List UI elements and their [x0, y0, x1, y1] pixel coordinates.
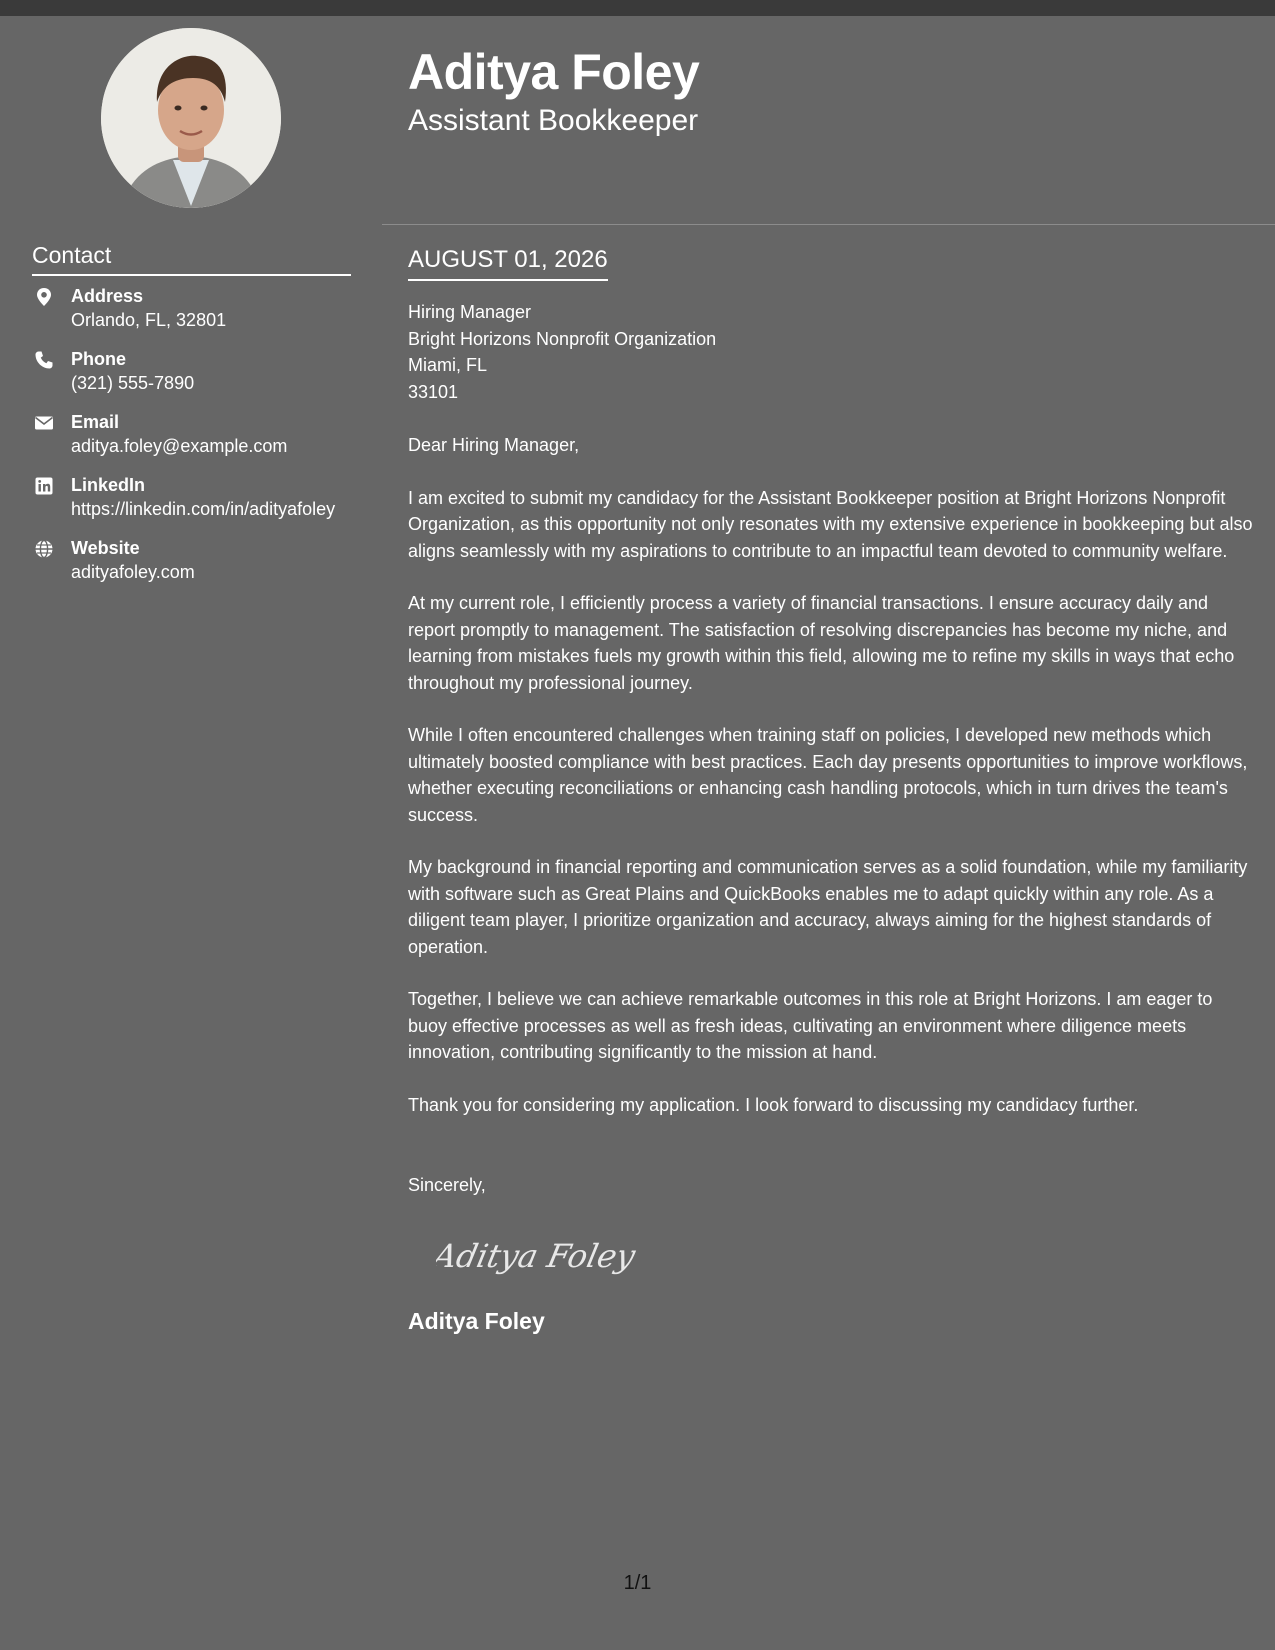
body-paragraph: Thank you for considering my application. I look forward to discussing my candidacy further.: [408, 1094, 1139, 1115]
page-number: 1/1: [623, 1572, 652, 1594]
contact-item-linkedin: [32, 473, 351, 521]
body-paragraph: Together, I believe we can achieve remarkable outcomes in this role at Bright Horizons. I am eager to buoy effective processes as well as fresh ideas, cultivating an environment where diligence meets innovation, contributing significantly to the mission at hand.: [408, 989, 1213, 1062]
body-paragraph: At my current role, I efficiently process a variety of financial transactions. I ensure accuracy daily and report promptly to management. The satisfaction of resolving discrepancies has become my niche, and learning from mistakes fuels my growth within this field, allowing me to refine my skills in ways that echo throughout my professional journey.: [408, 593, 1235, 693]
applicant-name: Aditya Foley: [408, 44, 700, 100]
contact-item-email: [32, 410, 351, 458]
globe-icon: [34, 539, 54, 559]
closing: Sincerely,: [408, 1175, 486, 1195]
avatar: [101, 28, 281, 208]
salutation: Dear Hiring Manager,: [408, 435, 580, 455]
contact-value: aditya.foley@example.com: [71, 436, 288, 456]
map-pin-icon: [34, 287, 54, 307]
body-paragraph: I am excited to submit my candidacy for the Assistant Bookkeeper position at Bright Horizons Nonprofit Organization, as this opportunity not only resonates with my extensive experience in bookkeeping but also aligns seamlessly with my aspirations to contribute to an impactful team devoted to community welfare.: [408, 487, 1253, 561]
contact-label: Website: [71, 538, 140, 558]
recipient-line: Bright Horizons Nonprofit Organization: [408, 328, 717, 349]
linkedin-icon: [34, 476, 54, 496]
contact-value: adityafoley.com: [71, 562, 195, 582]
contact-label: Address: [71, 286, 144, 306]
sidebar: [0, 16, 382, 1650]
phone-icon: [34, 350, 54, 370]
contact-item-phone: [32, 347, 351, 395]
letter-body: [408, 244, 1253, 1336]
signature-text: Aditya Foley: [436, 1236, 639, 1275]
profile-photo: [101, 28, 281, 208]
contact-label: LinkedIn: [71, 475, 146, 495]
body-paragraph: My background in financial reporting and communication serves as a solid foundation, while my familiarity with software such as Great Plains and QuickBooks enables me to adapt quickly within any role. As a diligent team player, I prioritize organization and accuracy, always aiming for the highest standards of operation.: [408, 857, 1248, 957]
recipient-block: [408, 299, 1253, 405]
envelope-icon: [34, 413, 54, 433]
job-title: Assistant Bookkeeper: [408, 104, 699, 137]
recipient-line: 33101: [408, 381, 459, 402]
contact-value: Orlando, FL, 32801: [71, 310, 227, 330]
handwritten-signature: [436, 1227, 676, 1283]
recipient-line: Miami, FL: [408, 355, 488, 375]
contact-item-website: [32, 536, 351, 584]
body-paragraph: While I often encountered challenges when training staff on policies, I developed new methods which ultimately boosted compliance with best practices. Each day presents opportunities to improve workflows, whether executing reconciliations or enhancing cash handling protocols, which in turn drives the team's success.: [408, 725, 1248, 825]
contact-label: Email: [71, 412, 120, 432]
contact-list: [32, 284, 351, 599]
header-divider: [382, 224, 1275, 225]
contact-label: Phone: [71, 349, 127, 369]
top-bar: [0, 0, 1275, 16]
contact-value: (321) 555-7890: [71, 373, 195, 393]
signed-name: Aditya Foley: [408, 1307, 545, 1334]
recipient-line: Hiring Manager: [408, 302, 532, 322]
contact-item-address: [32, 284, 351, 332]
letter-date: AUGUST 01, 2026: [408, 244, 608, 281]
contact-heading: Contact: [32, 240, 351, 276]
contact-value: https://linkedin.com/in/adityafoley: [71, 499, 336, 519]
